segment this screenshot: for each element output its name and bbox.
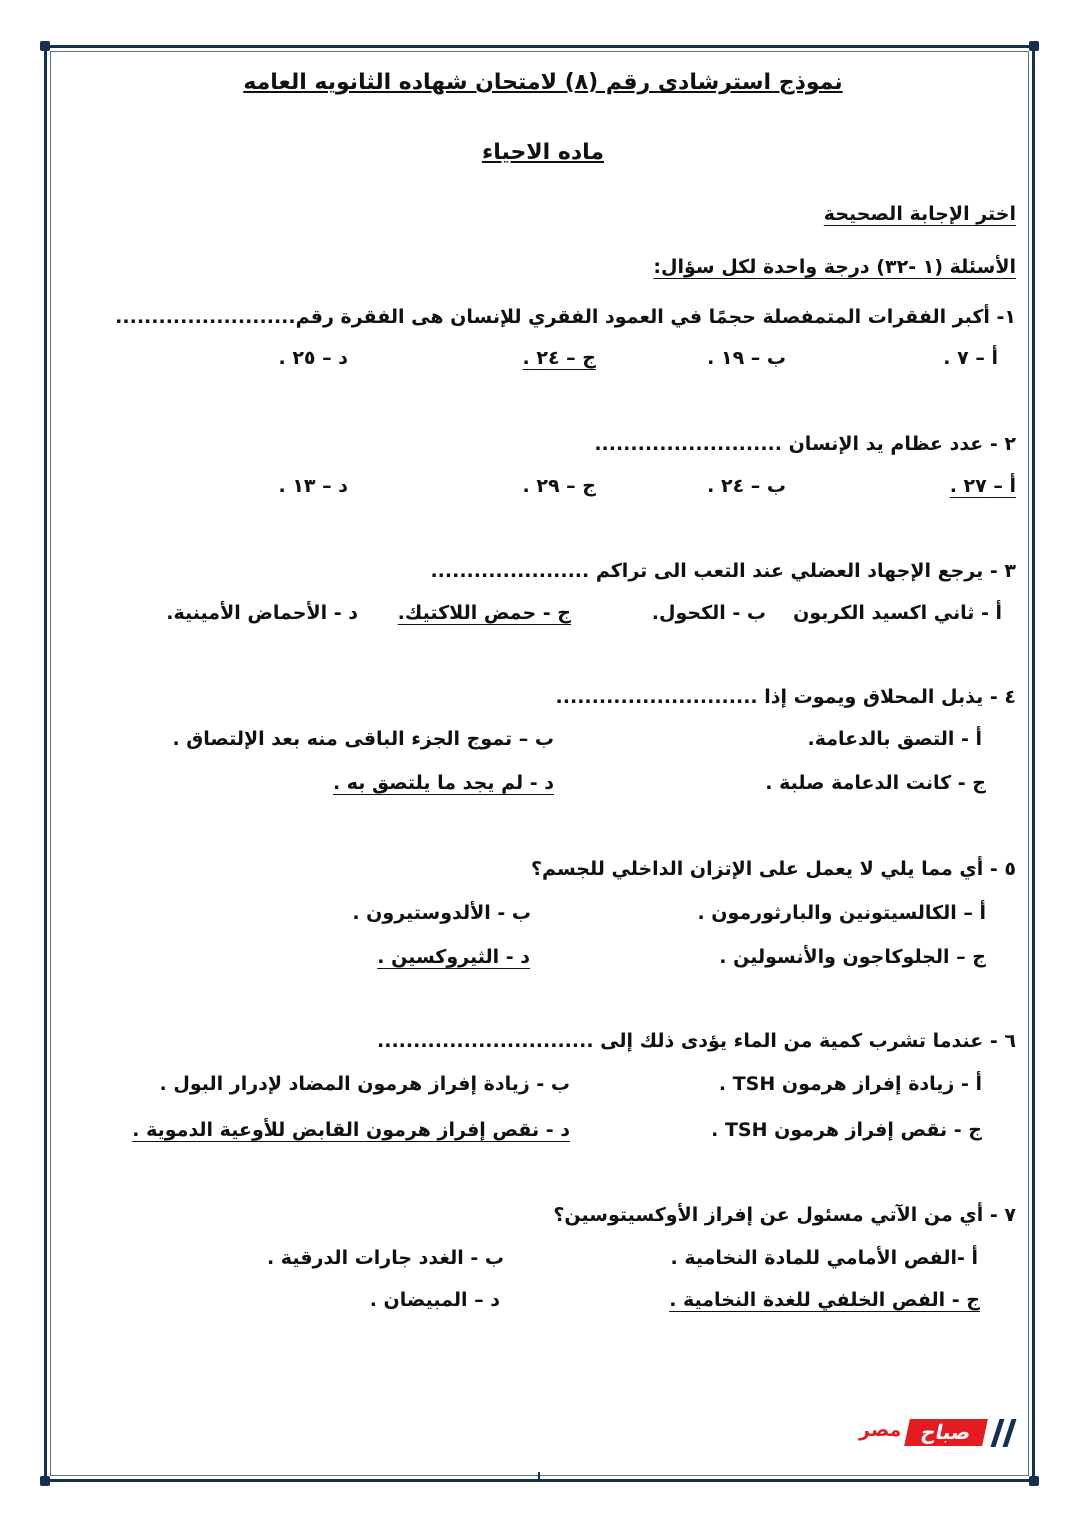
- q4-option-c: ج - كانت الدعامة صلبة .: [765, 772, 986, 794]
- q6-option-d-correct: د - نقص إفراز هرمون القابض للأوعية الدموية .: [132, 1119, 570, 1141]
- q1-option-a: أ – ٧ .: [943, 347, 998, 369]
- border-corner: [40, 41, 50, 51]
- q7-option-c-correct: ج - الفص الخلفي للغدة النخامية .: [669, 1289, 980, 1311]
- q6-option-c: ج - نقص إفراز هرمون TSH .: [711, 1119, 982, 1141]
- border-corner: [1029, 41, 1039, 51]
- watermark-word-masr: مصر: [859, 1419, 902, 1441]
- q4-option-b: ب – تموج الجزء الباقى منه بعد الإلتصاق .: [172, 728, 554, 750]
- question-4: ٤ - يذبل المحلاق ويموت إذا ............................: [555, 686, 1016, 708]
- q6-option-a: أ - زيادة إفراز هرمون TSH .: [718, 1073, 982, 1095]
- border-corner: [40, 1476, 50, 1486]
- instruction-marks: الأسئلة (١ -٣٢) درجة واحدة لكل سؤال:: [653, 256, 1016, 278]
- q3-option-a: أ - ثاني اكسيد الكربون: [793, 602, 1002, 624]
- q5-option-a: أ – الكالسيتونين والبارثورمون .: [697, 902, 986, 924]
- watermark-slash: [990, 1419, 1004, 1447]
- q6-option-b: ب - زيادة إفراز هرمون المضاد لإدرار البول .: [159, 1073, 570, 1095]
- q2-option-b: ب – ٢٤ .: [707, 475, 786, 497]
- question-3: ٣ - يرجع الإجهاد العضلي عند التعب الى تراكم ......................: [430, 560, 1016, 582]
- question-7: ٧ - أي من الآتي مسئول عن إفراز الأوكسيتوسين؟: [553, 1204, 1016, 1226]
- watermark-word-sabah: صباح: [904, 1419, 988, 1446]
- exam-title: نموذج استرشادى رقم (٨) لامتحان شهاده الثانويه العامه: [243, 70, 843, 95]
- q2-option-c: ج – ٢٩ .: [522, 475, 596, 497]
- question-1: ١- أكبر الفقرات المتمفصلة حجمًا في العمود الفقري للإنسان هى الفقرة رقم.........................: [115, 306, 1016, 328]
- q7-option-a: أ -الفص الأمامي للمادة النخامية .: [670, 1247, 978, 1269]
- q7-option-d: د – المبيضان .: [369, 1289, 500, 1311]
- q4-option-d-correct: د - لم يجد ما يلتصق به .: [332, 772, 554, 794]
- q3-option-d: د - الأحماض الأمينية.: [166, 602, 358, 624]
- q1-option-b: ب – ١٩ .: [707, 347, 786, 369]
- q1-option-c-correct: ج – ٢٤ .: [522, 347, 596, 369]
- watermark-slash: [1002, 1419, 1016, 1447]
- q3-option-c-correct: ج - حمض اللاكتيك.: [397, 602, 571, 624]
- border-corner: [1029, 1476, 1039, 1486]
- watermark-logo: [855, 1418, 1027, 1448]
- q5-option-b: ب - الألدوستيرون .: [352, 902, 531, 924]
- q4-option-a: أ - التصق بالدعامة.: [807, 728, 982, 750]
- question-6: ٦ - عندما تشرب كمية من الماء يؤدى ذلك إلى ..............................: [377, 1030, 1016, 1052]
- q5-option-d-correct: د - الثيروكسين .: [377, 946, 530, 968]
- subject-title: ماده الاحياء: [481, 140, 605, 165]
- exam-content: [70, 60, 1016, 1470]
- page-center-mark: [538, 1472, 540, 1482]
- question-2: ٢ - عدد عظام يد الإنسان ..........................: [594, 433, 1016, 455]
- q1-option-d: د – ٢٥ .: [278, 347, 348, 369]
- q2-option-d: د – ١٣ .: [278, 475, 348, 497]
- instruction-choose: اختر الإجابة الصحيحة: [823, 203, 1016, 225]
- question-5: ٥ - أي مما يلي لا يعمل على الإتزان الداخلي للجسم؟: [531, 858, 1016, 880]
- q5-option-c: ج – الجلوكاجون والأنسولين .: [719, 946, 986, 968]
- q3-option-b: ب - الكحول.: [651, 602, 766, 624]
- q7-option-b: ب - الغدد جارات الدرقية .: [266, 1247, 504, 1269]
- q2-option-a-correct: أ – ٢٧ .: [949, 475, 1016, 497]
